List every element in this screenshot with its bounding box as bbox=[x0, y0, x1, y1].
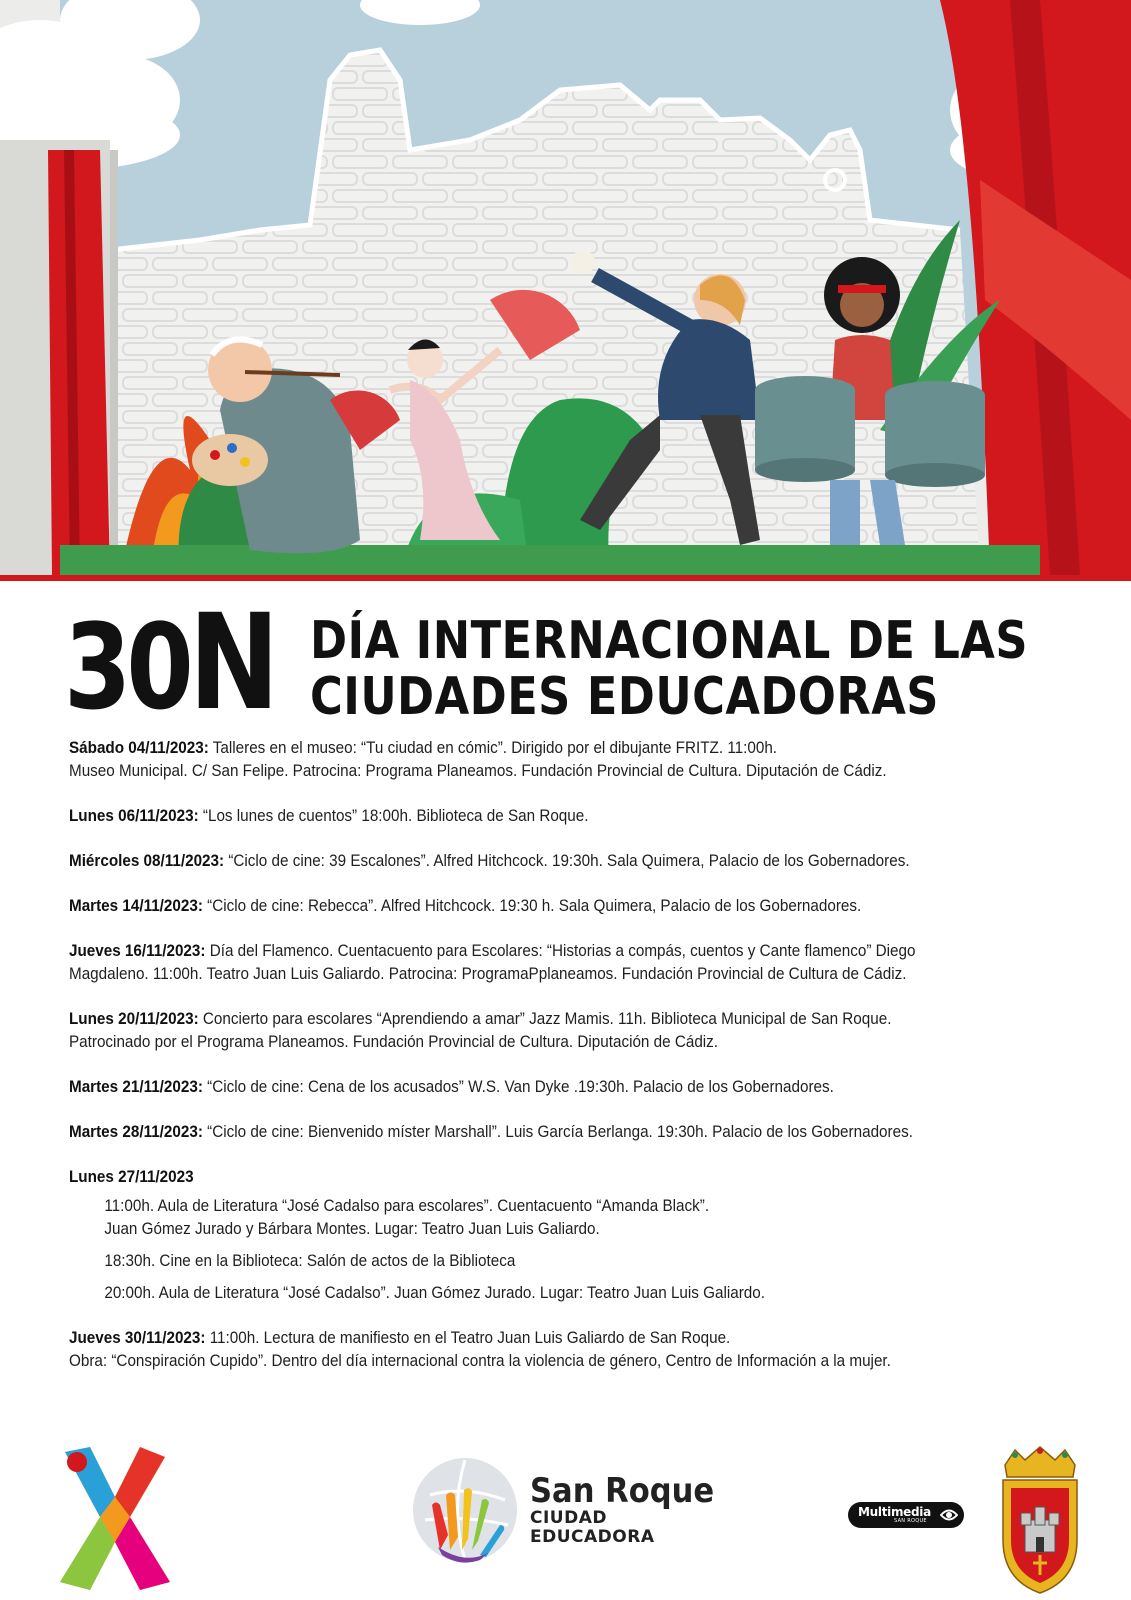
event-text: “Ciclo de cine: Cena de los acusados” W.S. Van Dyke .19:30h. Palacio de los Gobernadores. bbox=[202, 1078, 834, 1096]
event-date: Martes 21/11/2023: bbox=[69, 1078, 203, 1096]
event-item bbox=[69, 895, 1106, 918]
big-30n-title bbox=[64, 586, 275, 740]
brand-subtitle-1: CIUDAD bbox=[530, 1508, 607, 1528]
event-text: Patrocinado por el Programa Planeamos. Fundación Provincial de Cultura. Diputación de Cádiz. bbox=[69, 1033, 719, 1051]
sub-event-text: 18:30h. Cine en la Biblioteca: Salón de actos de la Biblioteca bbox=[104, 1252, 516, 1270]
multimedia-logo bbox=[848, 1502, 964, 1528]
event-text: “Ciclo de cine: Rebecca”. Alfred Hitchcock. 19:30 h. Sala Quimera, Palacio de los Gobernadores. bbox=[202, 897, 862, 915]
play-eye-icon bbox=[940, 1508, 958, 1522]
footer-logos bbox=[0, 1430, 1131, 1600]
event-date: Lunes 20/11/2023: bbox=[69, 1010, 199, 1028]
curtain-left bbox=[0, 140, 118, 575]
sub-event-text: Juan Gómez Jurado y Bárbara Montes. Lugar: Teatro Juan Luis Galiardo. bbox=[104, 1220, 600, 1238]
theatre-stage-illustration bbox=[0, 0, 1131, 575]
multimedia-subtitle: SAN ROQUE bbox=[894, 1518, 927, 1524]
event-text: Concierto para escolares “Aprendiendo a amar” Jazz Mamis. 11h. Biblioteca Municipal de San Roque. bbox=[198, 1010, 892, 1028]
event-item bbox=[69, 805, 1106, 828]
event-text: “Ciclo de cine: 39 Escalones”. Alfred Hitchcock. 19:30h. Sala Quimera, Palacio de los Gobernadores. bbox=[224, 852, 910, 870]
event-date: Miércoles 08/11/2023: bbox=[69, 852, 225, 870]
event-item bbox=[69, 737, 1106, 783]
sub-event-item bbox=[104, 1282, 1106, 1305]
event-item-monday27 bbox=[69, 1166, 1106, 1305]
brand-name: San Roque bbox=[530, 1471, 715, 1511]
sub-event-item bbox=[104, 1195, 1106, 1241]
sub-event-list bbox=[104, 1195, 1106, 1305]
page-title bbox=[310, 613, 1131, 725]
event-text: 11:00h. Lectura de manifiesto en el Teatro Juan Luis Galiardo de San Roque. bbox=[205, 1329, 731, 1347]
event-date: Martes 28/11/2023: bbox=[69, 1123, 203, 1141]
event-text: “Los lunes de cuentos” 18:00h. Biblioteca de San Roque. bbox=[198, 807, 589, 825]
title-line-1: DÍA INTERNACIONAL DE LAS bbox=[310, 611, 1028, 671]
event-date: Sábado 04/11/2023: bbox=[69, 739, 209, 757]
red-divider bbox=[0, 575, 1131, 581]
event-text: Museo Municipal. C/ San Felipe. Patrocina: Programa Planeamos. Fundación Provincial de Cultura. Diputación de Cádiz. bbox=[69, 762, 887, 780]
event-date: Jueves 30/11/2023: bbox=[69, 1329, 206, 1347]
brand-text bbox=[530, 1473, 735, 1547]
sub-event-text: 11:00h. Aula de Literatura “José Cadalso para escolares”. Cuentacuento “Amanda Black”. bbox=[104, 1197, 710, 1215]
event-item bbox=[69, 850, 1106, 873]
sub-event-text: 20:00h. Aula de Literatura “José Cadalso”. Juan Gómez Jurado. Lugar: Teatro Juan Luis Galiardo. bbox=[104, 1284, 766, 1302]
event-date: Martes 14/11/2023: bbox=[69, 897, 203, 915]
event-item bbox=[69, 1008, 1106, 1054]
hero-illustration bbox=[0, 0, 1131, 575]
event-text: “Ciclo de cine: Bienvenido míster Marshall”. Luis García Berlanga. 19:30h. Palacio de los Gobernadores. bbox=[202, 1123, 913, 1141]
event-text: Talleres en el museo: “Tu ciudad en cómic”. Dirigido por el dibujante FRITZ. 11:00h. bbox=[208, 739, 778, 757]
event-list bbox=[69, 737, 1109, 1395]
coat-of-arms-icon bbox=[995, 1445, 1085, 1595]
big-30: 30 bbox=[64, 598, 189, 736]
event-date: Lunes 27/11/2023 bbox=[69, 1168, 194, 1186]
title-line-2: CIUDADES EDUCADORAS bbox=[310, 667, 939, 727]
event-date: Jueves 16/11/2023: bbox=[69, 942, 206, 960]
event-text: Magdaleno. 11:00h. Teatro Juan Luis Galiardo. Patrocina: ProgramaPplaneamos. Fundación Provincial de Cultura de Cádiz. bbox=[69, 965, 907, 983]
multimedia-title: Multimedia bbox=[858, 1505, 931, 1519]
event-item bbox=[69, 1076, 1106, 1099]
hand-globe-logo-icon bbox=[410, 1455, 520, 1565]
brand-subtitle-2: EDUCADORA bbox=[530, 1527, 655, 1547]
event-item bbox=[69, 1327, 1106, 1373]
event-text: Obra: “Conspiración Cupido”. Dentro del día internacional contra la violencia de género, Centro de Información a la mujer. bbox=[69, 1352, 891, 1370]
big-n: N bbox=[188, 586, 275, 740]
sub-event-item bbox=[104, 1250, 1106, 1273]
mosaic-x-logo-icon bbox=[55, 1442, 175, 1592]
event-item bbox=[69, 1121, 1106, 1144]
event-text: Día del Flamenco. Cuentacuento para Escolares: “Historias a compás, cuentos y Cante flamenco” Diego bbox=[205, 942, 916, 960]
event-date: Lunes 06/11/2023: bbox=[69, 807, 199, 825]
event-item bbox=[69, 940, 1106, 986]
